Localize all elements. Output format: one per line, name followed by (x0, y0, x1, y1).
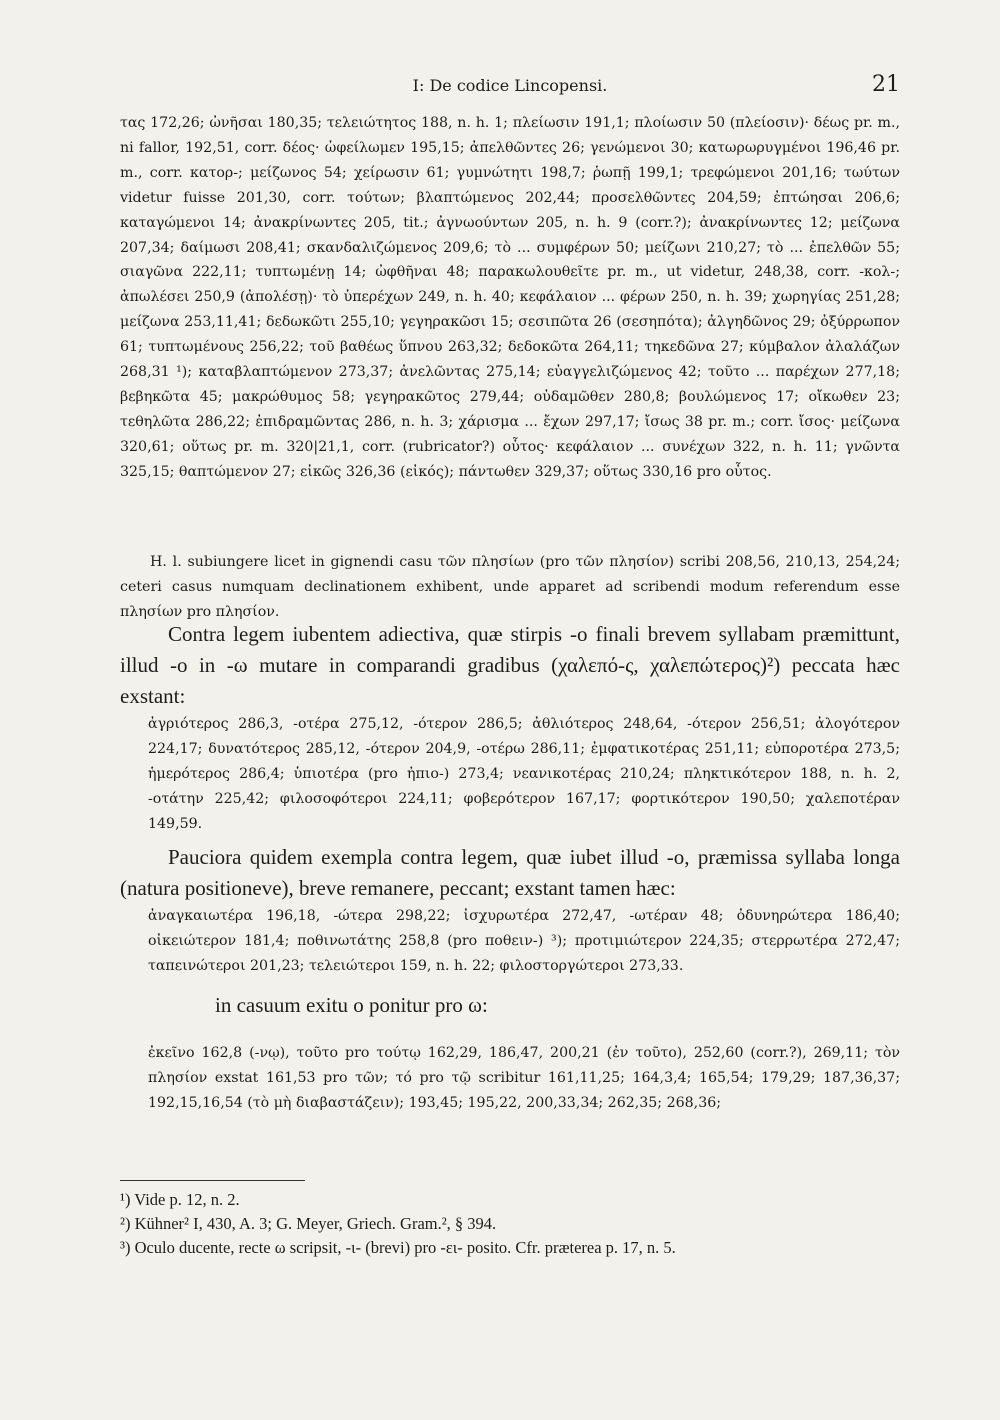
footnote-3: ³) Oculo ducente, recte ω scripsit, -ι- (brevi) pro -ει- posito. Cfr. præterea p. 17, n. 5. (120, 1238, 676, 1257)
running-head-title: I: De codice Lincopensi. (412, 76, 608, 95)
footnote-1: ¹) Vide p. 12, n. 2. (120, 1190, 240, 1209)
long-syllable-examples-list: ἀναγκαιωτέρα 196,18, -ώτερα 298,22; ἰσχυρωτέρα 272,47, -ωτέραν 48; ὀδυνηρώτερα 186,40; οἰκειώτερον 181,4; ποθινωτάτης 258,8 (pro ποθειν-) ³); προτιμιώτερον 224,35; στερρωτέρα 272,47; ταπεινώτεροι 201,23; τελειώτεροι 159, n. h. 22; φιλοστοργώτεροι 273,33. (148, 908, 900, 974)
word-list-paragraph: τας 172,26; ὠνῆσαι 180,35; τελειώτητος 188, n. h. 1; πλείωσιν 191,1; πλοίωσιν 50 (πλείοσιν)· δέως pr. m., ni fallor, 192,51, corr. δέος· ὠφείλωμεν 195,15; ἀπελθῶντες 26; γενώμενοι 30; κατωρωρυγμένοι 196,46 pr. m., corr. κατορ-; μείζωνος 54; χείρωσιν 61; γυμνώτητι 198,7; ῥωπῇ 199,1; τρεφώμενοι 201,16; τωύτων videtur fuisse 201,30, corr. τούτων; βλαπτώμενος 202,44; προσελθῶντες 204,59; ἐπτώησαι 206,6; καταγώμενοι 14; ἀνακρίνωντες 205, tit.; ἀγνωούντων 205, n. h. 9 (corr.?); ἀνακρίνωντες 12; μείζωνα 207,34; δαίμωσι 208,41; σκανδαλιζώμενος 209,6; τὸ ... συμφέρων 50; μείζωνι 210,27; τὸ ... ἐπελθῶν 55; σιαγῶνα 222,11; τυπτωμένῃ 14; ὠφθῆναι 48; παρακωλουθεῖτε pr. m., ut videtur, 248,38, corr. -κολ-; ἀπωλέσει 250,9 (ἀπολέσῃ)· τὸ ὑπερέχων 249, n. h. 40; κεφάλαιον ... φέρων 250, n. h. 39; χωρηγίας 251,28; μείζωνα 253,11,41; δεδωκῶτι 255,10; γεγηρακῶσι 15; σεσιπῶτα 26 (σεσηπότα); ἀλγηδῶνος 29; ὀξύρρωπον 61; τυπτωμένους 256,22; τοῦ βαθέως ὕπνου 263,32; δεδοκῶτα 264,11; τηκεδῶνα 27; κύμβαλον ἀλαλάζων 268,31 ¹); καταβλαπτώμενον 273,37; ἀνελῶντας 275,14; εὐαγγελιζώμενος 42; τοῦτο ... παρέχων 277,18; βεβηκῶτα 45; μακρώθυμος 58; γεγηρακῶτος 279,44; οὐδαμῶθεν 280,8; βουλώμενος 17; οἴκωθεν 23; τεθηλῶτα 286,22; ἐπιδραμῶντας 286, n. h. 3; χάρισμα ... ἔχων 297,17; ἴσως 38 pr. m.; corr. ἴσος· μείζωνα 320,61; οὕτως pr. m. 320|21,1, corr. (rubricator?) οὗτος· κεφάλαιον ... συνέχων 322, n. h. 11; γνῶντα 325,15; θαπτώμενον 27; εἰκῶς 326,36 (εἰκός); πάντωθεν 329,37; οὕτως 330,16 pro οὗτος. (120, 115, 900, 480)
running-head (120, 72, 900, 102)
comparative-rule-paragraph: Contra legem iubentem adiectiva, quæ stirpis -o finali brevem syllabam præmittunt, illud -o in -ω mutare in comparandi gradibus (χαλεπό-ς, χαλεπώτερος)²) peccata hæc exstant: (120, 622, 900, 708)
case-ending-heading: in casuum exitu o ponitur pro ω: (215, 993, 488, 1017)
long-syllable-rule-paragraph: Pauciora quidem exempla contra legem, quæ iubet illud -o, præmissa syllaba longa (natura positioneve), breve remanere, peccant; exstant tamen hæc: (120, 845, 900, 900)
page-number: 21 (872, 72, 900, 97)
plesion-note-paragraph: H. l. subiungere licet in gignendi casu τῶν πλησίων (pro τῶν πλησίον) scribi 208,56, 210,13, 254,24; ceteri casus numquam declinationem exhibent, unde apparet ad scribendi modum referendum esse πλησίων pro πλησίον. (120, 554, 900, 620)
comparative-examples-list: ἀγριότερος 286,3, -οτέρα 275,12, -ότερον 286,5; ἀθλιότερος 248,64, -ότερον 256,51; ἀλογότερον 224,17; δυνατότερος 285,12, -ότερον 204,9, -οτέρω 286,11; ἐμφατικοτέρας 251,11; εὐποροτέρα 273,5; ἡμερότερος 286,4; ὑπιοτέρα (pro ἠπιο-) 273,4; νεανικοτέρας 210,24; πληκτικότερον 188, n. h. 2, -οτάτην 225,42; φιλοσοφότεροι 224,11; φοβερότερον 167,17; φορτικότερον 190,50; χαλεποτέραν 149,59. (148, 716, 900, 832)
footnote-2: ²) Kühner² I, 430, A. 3; G. Meyer, Griech. Gram.², § 394. (120, 1214, 497, 1233)
footnote-divider (120, 1180, 305, 1181)
case-ending-examples-list: ἐκεῖνο 162,8 (-νῳ), τοῦτο pro τούτῳ 162,29, 186,47, 200,21 (ἐν τοῦτο), 252,60 (corr.?), 269,11; τὸν πλησίον exstat 161,53 pro τῶν; τό pro τῷ scribitur 161,11,25; 164,3,4; 165,54; 179,29; 187,36,37; 192,15,16,54 (τὸ μὴ διαβαστάζειν); 193,45; 195,22, 200,33,34; 262,35; 268,36; (148, 1045, 900, 1111)
